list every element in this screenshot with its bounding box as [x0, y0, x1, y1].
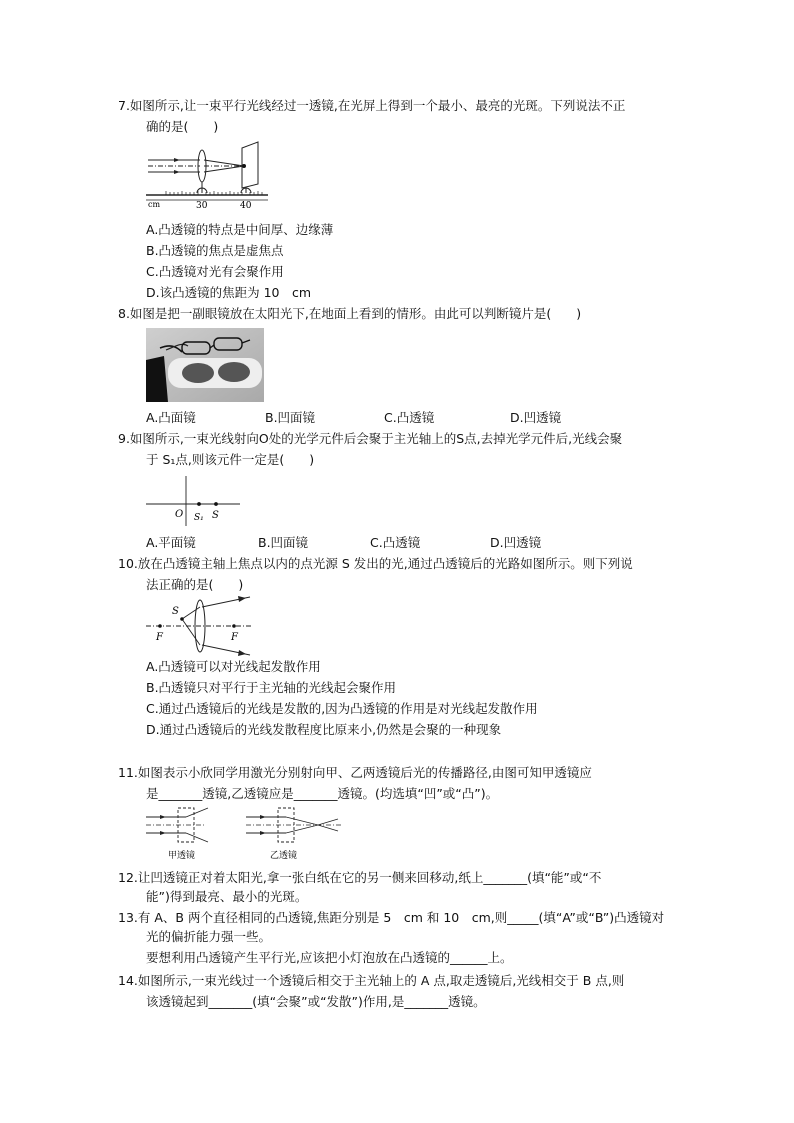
q10-label-s: S [172, 606, 179, 617]
q9-label-o: O [175, 509, 184, 520]
q9-option-b: B.凹面镜 [258, 535, 309, 550]
q7-option-b: B.凸透镜的焦点是虚焦点 [146, 243, 284, 258]
q14-stem-line1: 14.如图所示,一束光线过一个透镜后相交于主光轴上的 A 点,取走透镜后,光线相交于 B 点,则 [118, 973, 625, 988]
q9-options [146, 535, 541, 551]
q13-stem-line1: 13.有 A、B 两个直径相同的凸透镜,焦距分别是 5 cm 和 10 cm,则_____(填“A”或“B”)凸透镜对 [118, 910, 665, 925]
q7-optical-bench-figure [146, 138, 276, 210]
q9-stem-line1: 9.如图所示,一束光线射向O处的光学元件后会聚于主光轴上的S点,去掉光学元件后,光线会聚 [118, 431, 623, 446]
q8-options [146, 410, 561, 426]
q11-label-jia: 甲透镜 [168, 851, 196, 861]
q8-stem: 8.如图是把一副眼镜放在太阳光下,在地面上看到的情形。由此可以判断镜片是( ) [118, 306, 582, 321]
q7-stem-line2: 确的是( ) [146, 119, 219, 134]
q10-stem-line1: 10.放在凸透镜主轴上焦点以内的点光源 S 发出的光,通过凸透镜后的光路如图所示。则下列说 [118, 556, 633, 571]
q9-label-s1: S₁ [194, 513, 204, 523]
q8-glasses-shadow-photo [146, 328, 264, 402]
q14-stem-line2: 该透镜起到_______(填“会聚”或“发散”)作用,是_______透镜。 [146, 994, 486, 1009]
q11-stem-line2: 是_______透镜,乙透镜应是_______透镜。(均选填“凹”或“凸”)。 [146, 786, 499, 801]
q8-option-b: B.凹面镜 [265, 410, 316, 425]
q11-two-lenses-figure [146, 806, 346, 860]
q10-option-b: B.凸透镜只对平行于主光轴的光线起会聚作用 [146, 680, 397, 695]
q9-option-c: C.凸透镜 [370, 535, 421, 550]
q9-optical-axis-figure [146, 474, 242, 526]
q9-option-a: A.平面镜 [146, 535, 196, 550]
q13-stem-line2: 光的偏折能力强一些。 [146, 929, 272, 944]
q7-unit-label: cm [148, 200, 161, 209]
q7-mark-40: 40 [240, 201, 252, 211]
q10-label-f-right: F [231, 632, 238, 643]
q10-option-d: D.通过凸透镜后的光线发散程度比原来小,仍然是会聚的一种现象 [146, 722, 502, 737]
q9-option-d: D.凹透镜 [490, 535, 542, 550]
q10-label-f-left: F [156, 632, 163, 643]
q7-stem-line1: 7.如图所示,让一束平行光线经过一透镜,在光屏上得到一个最小、最亮的光斑。下列说法不正 [118, 98, 626, 113]
q13-stem-line3: 要想利用凸透镜产生平行光,应该把小灯泡放在凸透镜的______上。 [146, 950, 513, 965]
q7-option-c: C.凸透镜对光有会聚作用 [146, 264, 284, 279]
q8-option-c: C.凸透镜 [384, 410, 435, 425]
q7-option-a: A.凸透镜的特点是中间厚、边缘薄 [146, 222, 334, 237]
q7-mark-30: 30 [196, 201, 208, 211]
q10-option-a: A.凸透镜可以对光线起发散作用 [146, 659, 321, 674]
q7-option-d: D.该凸透镜的焦距为 10 cm [146, 285, 312, 300]
q10-stem-line2: 法正确的是( ) [146, 577, 244, 592]
q10-option-c: C.通过凸透镜后的光线是发散的,因为凸透镜的作用是对光线起发散作用 [146, 701, 538, 716]
q11-label-yi: 乙透镜 [270, 851, 298, 861]
q8-option-a: A.凸面镜 [146, 410, 196, 425]
q8-option-d: D.凹透镜 [510, 410, 562, 425]
q9-stem-line2: 于 S₁点,则该元件一定是( ) [146, 452, 315, 467]
q9-label-s: S [212, 510, 219, 521]
q12-stem-line1: 12.让凹透镜正对着太阳光,拿一张白纸在它的另一侧来回移动,纸上_______(填“能”或“不 [118, 870, 602, 885]
q12-stem-line2: 能”)得到最亮、最小的光斑。 [146, 889, 308, 904]
q10-lens-light-figure [146, 596, 256, 656]
q11-stem-line1: 11.如图表示小欣同学用激光分别射向甲、乙两透镜后光的传播路径,由图可知甲透镜应 [118, 765, 592, 780]
